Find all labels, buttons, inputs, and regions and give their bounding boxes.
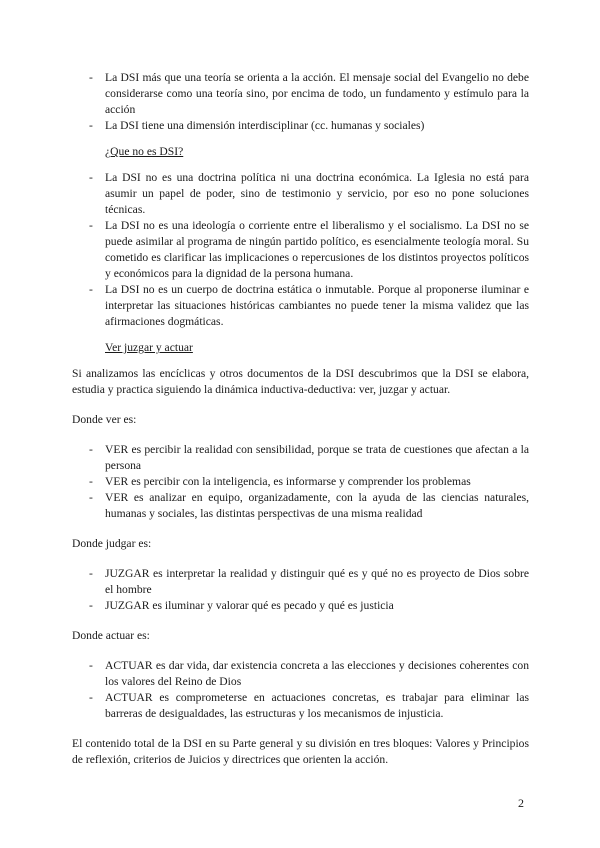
juzgar-label: Donde judgar es:	[72, 537, 152, 550]
list-item-text: VER es percibir la realidad con sensibilidad, porque se trata de cuestiones que afectan a la persona	[105, 443, 529, 472]
list-item-text: ACTUAR es dar vida, dar existencia concreta a las elecciones y decisiones coherentes con los valores del Reino de Dios	[105, 659, 529, 688]
list-item	[72, 490, 529, 522]
ver-label: Donde ver es:	[72, 413, 137, 426]
list-item-text: La DSI no es un cuerpo de doctrina estática o inmutable. Porque al proponerse iluminar e interpretar las situaciones históricas cambiantes no puede tener la misma validez que las afirmaciones dogmáticas.	[105, 283, 529, 328]
page-number: 2	[518, 796, 524, 810]
intro-bullet-list	[72, 70, 529, 134]
list-item	[72, 218, 529, 282]
actuar-bullet-list	[72, 658, 529, 722]
section-heading-que-no-es-dsi: ¿Que no es DSI?	[105, 145, 184, 158]
ver-bullet-list	[72, 442, 529, 522]
list-item-text: La DSI no es una doctrina política ni una doctrina económica. La Iglesia no está para asumir un papel de poder, sino de testimonio y servicio, por eso no pone soluciones técnicas.	[105, 171, 529, 216]
dash-marker: -	[89, 119, 93, 132]
list-item-text: La DSI tiene una dimensión interdisciplinar (cc. humanas y sociales)	[105, 119, 425, 132]
list-item-text: JUZGAR es iluminar y valorar qué es pecado y qué es justicia	[105, 599, 394, 612]
list-item	[72, 118, 529, 134]
dash-marker: -	[89, 475, 93, 488]
list-item-text: VER es analizar en equipo, organizadamente, con la ayuda de las ciencias naturales, humanas y sociales, las distintas perspectivas de una misma realidad	[105, 491, 529, 520]
list-item	[72, 282, 529, 330]
dash-marker: -	[89, 491, 93, 504]
list-item	[72, 690, 529, 722]
dash-marker: -	[89, 171, 93, 184]
dash-marker: -	[89, 219, 93, 232]
list-item-text: ACTUAR es comprometerse en actuaciones concretas, es trabajar para eliminar las barreras de desigualdades, las estructuras y los mecanismos de injusticia.	[105, 691, 529, 720]
que-no-bullet-list	[72, 170, 529, 330]
dash-marker: -	[89, 71, 93, 84]
list-item-text: La DSI no es una ideología o corriente entre el liberalismo y el socialismo. La DSI no se puede asimilar al programa de ningún partido político, es esencialmente teología moral. Su cometido es clarificar las implicaciones o repercusiones de los distintos proyectos políticos y económicos para la dignidad de la persona humana.	[105, 219, 529, 280]
dash-marker: -	[89, 691, 93, 704]
dash-marker: -	[89, 567, 93, 580]
list-item-text: La DSI más que una teoría se orienta a la acción. El mensaje social del Evangelio no debe considerarse como una teoría sino, por encima de todo, un fundamento y estímulo para la acción	[105, 71, 529, 116]
list-item	[72, 474, 529, 490]
list-item	[72, 70, 529, 118]
actuar-label: Donde actuar es:	[72, 629, 150, 642]
dash-marker: -	[89, 599, 93, 612]
list-item	[72, 566, 529, 598]
dash-marker: -	[89, 443, 93, 456]
ver-juzgar-intro-paragraph: Si analizamos las encíclicas y otros documentos de la DSI descubrimos que la DSI se elabora, estudia y practica siguiendo la dinámica inductiva-deductiva: ver, juzgar y actuar.	[72, 367, 529, 396]
closing-paragraph: El contenido total de la DSI en su Parte general y su división en tres bloques: Valores y Principios de reflexión, criterios de Juicios y directrices que orienten la acción.	[72, 737, 529, 766]
list-item	[72, 598, 529, 614]
juzgar-bullet-list	[72, 566, 529, 614]
list-item	[72, 442, 529, 474]
dash-marker: -	[89, 659, 93, 672]
list-item-text: JUZGAR es interpretar la realidad y distinguir qué es y qué no es proyecto de Dios sobre el hombre	[105, 567, 529, 596]
section-heading-ver-juzgar-actuar: Ver juzgar y actuar	[105, 341, 193, 354]
list-item-text: VER es percibir con la inteligencia, es informarse y comprender los problemas	[105, 475, 471, 488]
list-item	[72, 658, 529, 690]
dash-marker: -	[89, 283, 93, 296]
list-item	[72, 170, 529, 218]
document-page	[72, 70, 529, 768]
